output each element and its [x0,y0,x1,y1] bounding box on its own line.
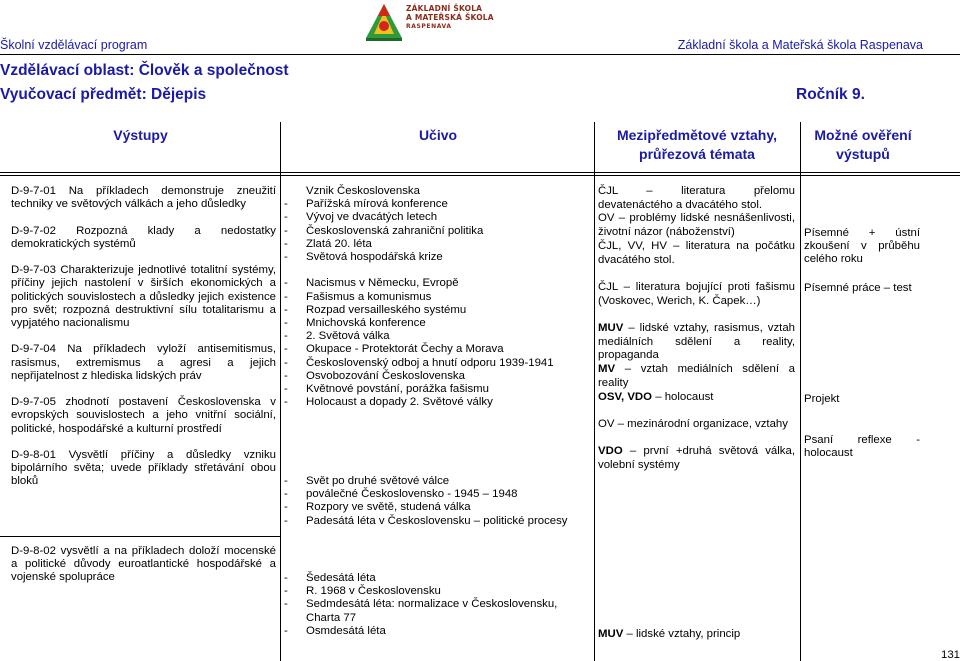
outputs-column-continued [11,545,276,598]
outputs-column [11,185,276,502]
verification-item: Projekt [804,393,840,405]
table-header-rule-double [0,175,960,176]
curriculum-item: - Květnové povstání, porážka fašismu [284,383,489,396]
header-divider [0,54,960,55]
verification-item: Psaní reflexe - holocaust [804,434,920,460]
output-item: D-9-7-05 zhodnotí postavení Československa v evropských souvislostech a jeho vnitřní sociální, politické, hospodářské a kulturní prostředí [11,396,276,435]
column-header-curriculum: Učivo [418,127,458,143]
output-item: D-9-7-01 Na příkladech demonstruje zneužití techniky ve světových válkách a jeho důsledky [11,185,276,211]
curriculum-item: - poválečné Československo - 1945 – 1948 [284,488,518,501]
curriculum-item: - Sedmdesátá léta: normalizace v Československu, [284,598,558,611]
column-divider-3 [800,122,801,661]
logo-line-3: RASPENAVA [406,23,452,30]
curriculum-item: - Československý odboj a hnutí odporu 1939-1941 [284,356,554,369]
curriculum-item: - Vývoj ve dvacátých letech [284,211,438,224]
output-item: D-9-7-04 Na příkladech vyloží antisemitismus, rasismus, extremismus a agresi a jejich nepřijatelnost z hlediska lidských práv [11,343,276,382]
column-divider-1 [280,122,281,661]
curriculum-item: - Fašismus a komunismus [284,290,432,303]
curriculum-item: - Světová hospodářská krize [284,251,443,264]
school-logo [362,2,502,44]
column-header-verification: Možné ověření výstupů [814,127,912,162]
relation-item: OV – problémy lidské nesnášenlivosti, životní názor (náboženství) [598,212,795,239]
curriculum-item: - Rozpory ve světě, studená válka [284,501,471,514]
curriculum-item: - Československá zahraniční politika [284,224,484,237]
output-item: D-9-8-01 Vysvětlí příčiny a důsledky vzniku bipolárního světa; uvede příklady střetávání obou bloků [11,448,276,488]
curriculum-item: - 2. Světová válka [284,330,390,343]
curriculum-item: - Okupace - Protektorát Čechy a Morava [284,343,504,356]
relation-item: MUV – lidské vztahy, rasismus, vztah mediálních sdělení a reality, propaganda [598,322,796,362]
curriculum-item-continued: Charta 77 [306,611,357,624]
curriculum-item: - R. 1968 v Československu [284,585,441,598]
curriculum-item: - Holocaust a dopady 2. Světové války [284,396,493,409]
logo-line-1: ZÁKLADNÍ ŠKOLA [406,4,483,13]
relation-item: ČJL – literatura bojující proti fašismu (Voskovec, Werich, K. Čapek…) [598,280,795,307]
curriculum-item: - Zlatá 20. léta [284,237,372,250]
curriculum-item: - Padesátá léta v Československu – politické procesy [284,514,568,527]
verification-item: Písemné práce – test [804,282,912,294]
output-item: D-9-7-03 Charakterizuje jednotlivé totalitní systémy, příčiny jejich nastolení v širších ekonomických a politických souvislostech a důsledky jejich existence pro svět; rozpozná destruktivní sílu totalitarismu a vypjatého nacionalismu [11,264,276,329]
curriculum-item: - Osvobozování Československa [284,369,465,382]
curriculum-item: - Svět po druhé světové válce [284,475,450,487]
education-area: Vzdělávací oblast: Člověk a společnost [0,62,289,79]
header-school: Základní škola a Mateřská škola Raspenava [677,38,923,52]
row-divider-outputs [0,536,280,537]
curriculum-title: Vznik Československa [306,185,420,197]
curriculum-item: - Rozpad versailleského systému [284,303,467,316]
school-logo-icon [362,2,406,44]
curriculum-item: - Šedesátá léta [284,572,376,584]
curriculum-column [284,185,596,409]
table-header-rule [0,172,960,173]
curriculum-column-postwar [284,475,596,528]
curriculum-item: - Pařížská mírová konference [284,198,448,211]
output-item: D-9-7-02 Rozpozná klady a nedostatky demokratických systémů [11,224,276,250]
curriculum-item: - Nacismus v Německu, Evropě [284,277,459,290]
relation-item: VDO – první +druhá světová válka, volební systémy [598,445,795,471]
logo-text [406,4,494,31]
relation-item: OSV, VDO – holocaust [598,390,714,403]
subject-title: Vyučovací předmět: Dějepis [0,86,207,103]
relations-column-bottom [598,628,795,642]
verification-item: Písemné + ústní zkoušení v průběhu celého roku [804,227,920,266]
column-header-relations: Mezipředmětové vztahy, průřezová témata [616,127,777,162]
relation-item: MV – vztah mediálních sdělení a reality [598,363,795,389]
relations-column [598,185,795,473]
output-item: D-9-8-02 vysvětlí a na příkladech doloží mocenské a politické důvody euroatlantické hospodářské a vojenské spolupráce [11,545,276,584]
curriculum-column-later [284,572,596,638]
relation-item: OV – mezinárodní organizace, vztahy [598,417,788,430]
logo-line-2: A MATEŘSKÁ ŠKOLA [406,13,494,22]
curriculum-item: - Mnichovská konference [284,317,426,330]
page-number: 131 [940,649,960,661]
relation-item: MUV – lidské vztahy, princip [598,628,741,640]
relation-item: ČJL – literatura přelomu devatenáctého a dvacátého stol. [598,185,795,211]
curriculum-item: - Osmdesátá léta [284,624,386,637]
column-header-outputs: Výstupy [113,127,168,143]
header-program: Školní vzdělávací program [0,38,148,52]
grade-label: Ročník 9. [796,86,865,103]
relation-item: ČJL, VV, HV – literatura na počátku dvacátého stol. [598,239,795,266]
